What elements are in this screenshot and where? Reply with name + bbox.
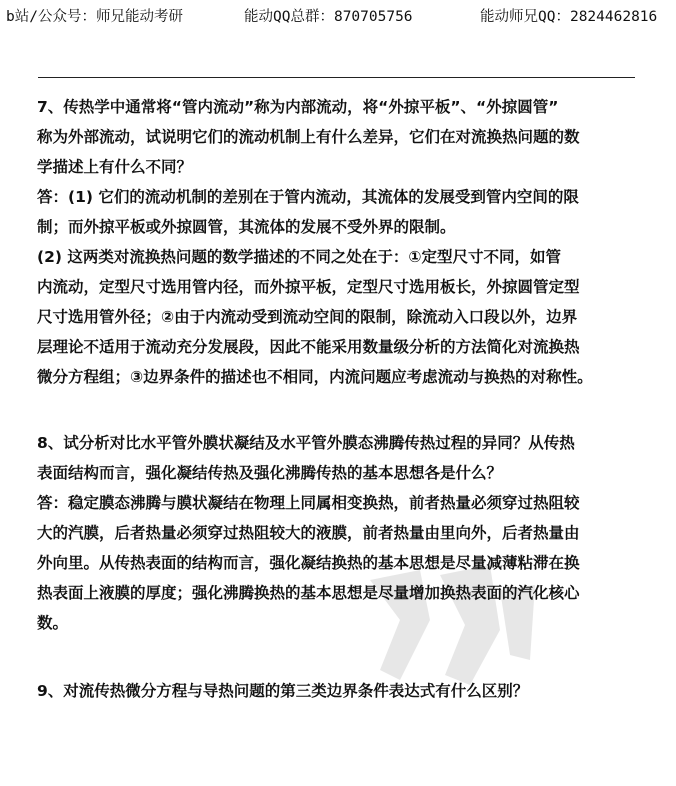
question-7 [37,92,637,182]
answer-text-line: 内流动，定型尺寸选用管内径，而外掠平板，定型尺寸选用板长，外掠圆管定型 [37,278,580,296]
answer-text-line: 制；而外掠平板或外掠圆管，其流体的发展不受外界的限制。 [37,218,456,236]
page-header [6,6,672,28]
question-text-line: 学描述上有什么不同？ [37,158,193,176]
question-text-line: 称为外部流动，试说明它们的流动机制上有什么差异，它们在对流换热问题的数 [37,128,580,146]
question-8 [37,428,637,488]
question-9 [37,676,637,706]
question-text-line: 9、对流传热微分方程与导热问题的第三类边界条件表达式有什么区别？ [37,682,529,700]
answer-text-line: 数。 [37,614,69,632]
answer-text-line: 热表面上液膜的厚度；强化沸腾换热的基本思想是尽量增加换热表面的汽化核心 [37,584,580,602]
answer-text-line: (2) 这两类对流换热问题的数学描述的不同之处在于：①定型尺寸不同，如管 [37,248,561,266]
question-text-line: 7、传热学中通常将“管内流动”称为内部流动，将“外掠平板”、“外掠圆管” [37,98,559,116]
header-contact-qq: 能动师兄QQ：2824462816 [480,9,658,25]
document-body [37,92,637,706]
answer-text-line: 外向里。从传热表面的结构而言，强化凝结换热的基本思想是尽量减薄粘滞在换 [37,554,580,572]
header-divider [38,77,635,78]
section-spacer [37,392,637,428]
answer-text-line: 答：稳定膜态沸腾与膜状凝结在物理上同属相变换热，前者热量必须穿过热阻较 [37,494,580,512]
header-channel-info: b站/公众号：师兄能动考研 [6,9,183,25]
question-text-line: 8、试分析对比水平管外膜状凝结及水平管外膜态沸腾传热过程的异同？从传热 [37,434,575,452]
section-spacer [37,638,637,676]
answer-text-line: 尺寸选用管外径；②由于内流动受到流动空间的限制，除流动入口段以外，边界 [37,308,578,326]
header-group-qq: 能动QQ总群：870705756 [244,9,413,25]
answer-8 [37,488,637,638]
answer-text-line: 微分方程组；③边界条件的描述也不相同，内流问题应考虑流动与换热的对称性。 [37,368,593,386]
answer-text-line: 答：(1) 它们的流动机制的差别在于管内流动，其流体的发展受到管内空间的限 [37,188,579,206]
answer-text-line: 大的汽膜，后者热量必须穿过热阻较大的液膜，前者热量由里向外，后者热量由 [37,524,580,542]
question-text-line: 表面结构而言，强化凝结传热及强化沸腾传热的基本思想各是什么？ [37,464,503,482]
answer-text-line: 层理论不适用于流动充分发展段，因此不能采用数量级分析的方法简化对流换热 [37,338,580,356]
answer-7 [37,182,637,392]
